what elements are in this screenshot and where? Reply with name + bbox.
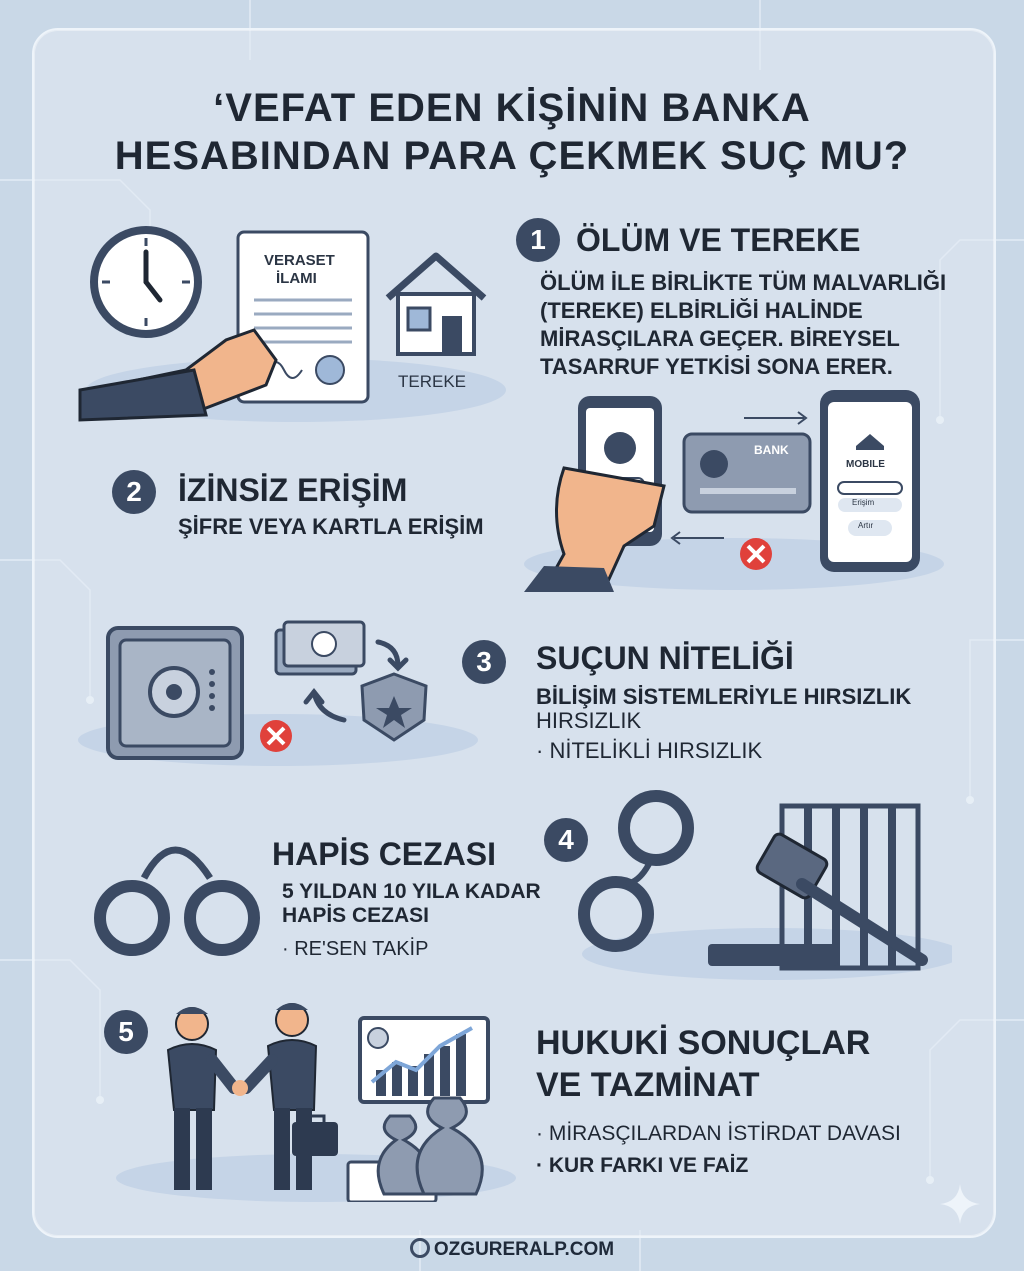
legal-consequences-illustration	[96, 990, 516, 1202]
growth-chart-icon	[360, 1018, 488, 1102]
clock-icon	[94, 230, 198, 334]
section-1-line-3: MİRASÇILARA GEÇER. BİREYSEL	[540, 326, 900, 351]
money-icon	[276, 622, 364, 674]
document-label-line-1: VERASET	[264, 252, 335, 269]
money-bag-icon	[348, 1098, 482, 1202]
house-icon	[388, 256, 484, 354]
section-4-line-2: HAPİS CEZASI	[282, 904, 430, 927]
footer-url: OZGURERALP.COM	[433, 1239, 615, 1260]
section-3-line-3: · NİTELİKLİ HIRSIZLIK	[536, 738, 763, 763]
footer-logo[interactable]	[0, 1238, 1024, 1261]
app-mobile-label: MOBILE	[846, 459, 885, 470]
handcuffs-icon	[100, 850, 254, 950]
card-bank-label: BANK	[754, 443, 789, 457]
bank-card-icon	[684, 434, 810, 512]
document-label-line-2: İLAMI	[276, 270, 317, 287]
logo-icon	[410, 1238, 430, 1258]
error-icon	[260, 720, 292, 752]
section-2-number: 2	[112, 470, 156, 514]
section-3-line-2: HIRSIZLIK	[536, 708, 642, 733]
section-5-line-2: · KUR FARKI VE FAİZ	[536, 1154, 749, 1177]
error-icon	[740, 538, 772, 570]
section-1-line-1: ÖLÜM İLE BİRLİKTE TÜM MALVARLIĞI	[540, 270, 947, 295]
mobile-app-phone-icon	[820, 390, 920, 572]
section-2-heading: İZİNSİZ ERİŞİM	[178, 472, 408, 508]
section-1-number: 1	[516, 218, 560, 262]
section-5-heading-line-2: VE TAZMİNAT	[536, 1066, 760, 1104]
section-5-line-1: · MİRASÇILARDAN İSTİRDAT DAVASI	[536, 1122, 901, 1145]
sparkle-icon	[940, 1184, 980, 1224]
section-1-heading: ÖLÜM VE TEREKE	[576, 222, 861, 258]
title-line-2: HESABINDAN PARA ÇEKMEK SUÇ MU?	[114, 134, 910, 178]
section-5-number: 5	[104, 1010, 148, 1054]
briefcase-icon	[292, 1116, 338, 1156]
safe-icon	[108, 628, 242, 758]
prison-sentence-illustration	[572, 784, 952, 980]
section-2-line-1: ŞİFRE VEYA KARTLA ERİŞİM	[178, 514, 484, 539]
handcuffs-left-illustration	[92, 822, 262, 962]
house-label: TEREKE	[398, 372, 467, 391]
title-line-1: ‘VEFAT EDEN KİŞİNİN BANKA	[213, 86, 811, 130]
app-button: Artır	[858, 521, 874, 530]
section-4-line-1: 5 YILDAN 10 YILA KADAR	[282, 880, 541, 903]
section-4-number: 4	[544, 818, 588, 862]
section-1-line-2: (TEREKE) ELBİRLİĞİ HALİNDE	[540, 298, 863, 323]
section-3-heading: SUÇUN NİTELİĞİ	[536, 640, 794, 676]
unauthorized-access-illustration	[504, 386, 954, 596]
crime-nature-illustration	[78, 600, 478, 770]
section-4-line-3: · RE'SEN TAKİP	[282, 938, 429, 960]
section-3-number: 3	[462, 640, 506, 684]
handcuffs-icon	[584, 796, 688, 946]
section-5-heading-line-1: HUKUKİ SONUÇLAR	[536, 1024, 871, 1062]
section-4-heading: HAPİS CEZASI	[272, 836, 497, 872]
app-access-field: Erişim	[852, 498, 875, 507]
section-3-line-1: BİLİŞİM SİSTEMLERİYLE HIRSIZLIK	[536, 684, 912, 709]
section-1-line-4: TASARRUF YETKİSİ SONA ERER.	[540, 354, 893, 379]
